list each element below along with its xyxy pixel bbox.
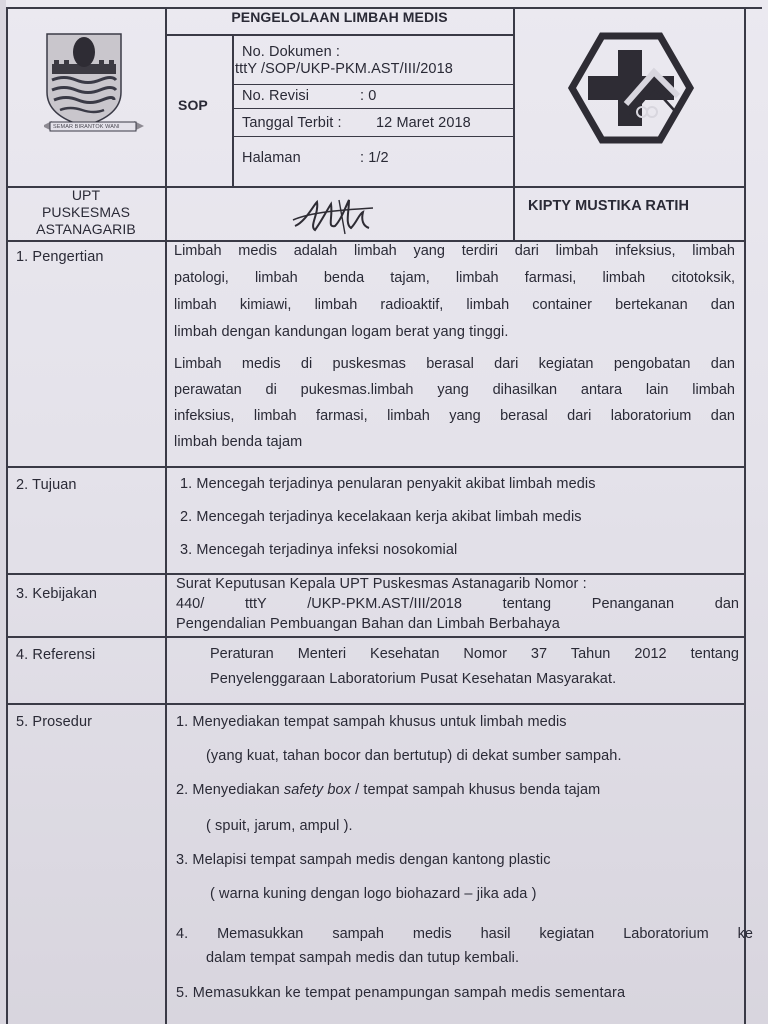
org-location-line: ASTANAGARIB: [36, 221, 136, 237]
emblem-banner-text: SEMAR BIRANTOK WANI: [53, 123, 120, 130]
page-value: : 1/2: [360, 150, 389, 166]
procedure-step-2-end: / tempat sampah khusus benda tajam: [351, 782, 601, 798]
procedure-step-2: [176, 782, 600, 798]
document-title: PENGELOLAAN LIMBAH MEDIS: [231, 9, 448, 25]
origin-line-4: limbah benda tajam: [174, 434, 303, 450]
doc-number-value: tttY /SOP/UKP-PKM.AST/III/2018: [235, 61, 453, 77]
definition-line-4: limbah dengan kandungan logam berat yang tinggi.: [174, 324, 509, 340]
section-label-tujuan: 2. Tujuan: [16, 477, 77, 493]
objective-item-2: 2. Mencegah terjadinya kecelakaan kerja akibat limbah medis: [180, 509, 582, 525]
revision-label: No. Revisi: [242, 88, 310, 104]
divider-doc: [233, 84, 514, 85]
procedure-step-3-detail: ( warna kuning dengan logo biohazard – jika ada ): [210, 886, 537, 902]
reference-line-1: Peraturan Menteri Kesehatan Nomor 37 Tahun 2012 tentang: [210, 646, 739, 662]
divider-signature: [6, 240, 746, 242]
reference-line-2: Penyelenggaraan Laboratorium Pusat Kesehatan Masyarakat.: [210, 671, 617, 687]
section-label-referensi: 4. Referensi: [16, 647, 96, 663]
procedure-step-2-start: 2. Menyediakan: [176, 782, 284, 798]
divider-col-right: [513, 7, 515, 240]
divider-col-sop: [232, 34, 234, 186]
divider-col-left: [165, 7, 167, 1024]
divider-title: [165, 34, 515, 36]
divider-4: [6, 703, 746, 705]
section-label-kebijakan: 3. Kebijakan: [16, 586, 98, 602]
procedure-step-1-detail: (yang kuat, tahan bocor dan bertutup) di dekat sumber sampah.: [206, 748, 622, 764]
issue-date-value: 12 Maret 2018: [376, 115, 471, 131]
policy-line-1: Surat Keputusan Kepala UPT Puskesmas Astanagarib Nomor :: [176, 576, 587, 592]
org-unit-line: UPT: [71, 187, 101, 203]
table-border-right: [744, 7, 746, 1024]
divider-3: [6, 636, 746, 638]
section-label-prosedur: 5. Prosedur: [16, 714, 93, 730]
divider-date: [233, 136, 514, 137]
definition-line-3: limbah kimiawi, limbah radioaktif, limbah container bertekanan dan: [174, 297, 735, 313]
procedure-step-3: 3. Melapisi tempat sampah medis dengan kantong plastic: [176, 852, 551, 868]
origin-line-2: perawatan di pukesmas.limbah yang dihasilkan antara lain limbah: [174, 382, 735, 398]
doc-number-label: No. Dokumen :: [242, 44, 341, 60]
page-label: Halaman: [242, 150, 301, 166]
puskesmas-logo: [566, 32, 696, 144]
procedure-step-4: 4. Memasukkan sampah medis hasil kegiatan Laboratorium ke: [176, 926, 753, 942]
sop-label: SOP: [178, 97, 208, 113]
policy-line-2: 440/ tttY /UKP-PKM.AST/III/2018 tentang Penanganan dan: [176, 596, 739, 612]
org-name-line: PUSKESMAS: [41, 204, 131, 220]
divider-1: [6, 466, 746, 468]
origin-line-3: infeksius, limbah farmasi, limbah yang berasal dari laboratorium dan: [174, 408, 735, 424]
section-label-pengertian: 1. Pengertian: [16, 249, 104, 265]
divider-2: [6, 573, 746, 575]
procedure-step-2-detail: ( spuit, jarum, ampul ).: [206, 818, 353, 834]
objective-item-3: 3. Mencegah terjadinya infeksi nosokomial: [180, 542, 458, 558]
handwritten-signature: [291, 192, 391, 236]
divider-rev: [233, 108, 514, 109]
procedure-step-4-detail: dalam tempat sampah medis dan tutup kembali.: [206, 950, 520, 966]
procedure-step-2-italic: safety box: [283, 782, 351, 798]
definition-line-2: patologi, limbah benda tajam, limbah farmasi, limbah citotoksik,: [174, 270, 735, 286]
revision-value: : 0: [360, 88, 377, 104]
table-border-left: [6, 7, 8, 1024]
signer-name: KIPTY MUSTIKA RATIH: [528, 198, 690, 214]
procedure-step-5: 5. Memasukkan ke tempat penampungan sampah medis sementara: [176, 985, 626, 1001]
definition-line-1: Limbah medis adalah limbah yang terdiri dari limbah infeksius, limbah: [174, 243, 735, 259]
origin-line-1: Limbah medis di puskesmas berasal dari kegiatan pengobatan dan: [174, 356, 735, 372]
policy-line-3: Pengendalian Pembuangan Bahan dan Limbah Berbahaya: [176, 616, 560, 632]
issue-date-label: Tanggal Terbit :: [242, 115, 342, 131]
document-page: [6, 0, 768, 1024]
objective-item-1: 1. Mencegah terjadinya penularan penyakit akibat limbah medis: [180, 476, 596, 492]
procedure-step-1: 1. Menyediakan tempat sampah khusus untuk limbah medis: [176, 714, 567, 730]
